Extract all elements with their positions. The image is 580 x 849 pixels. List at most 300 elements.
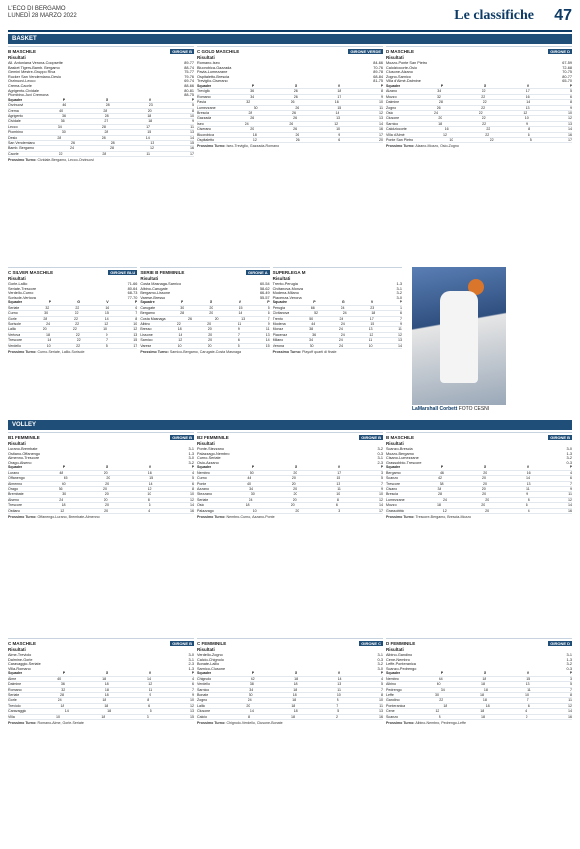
team-name: Bluorobica: [197, 132, 214, 137]
team-name: Verdello: [8, 343, 21, 348]
standings-value: 22: [74, 316, 79, 321]
standings-value: 34: [57, 124, 62, 129]
standings-header-col: P: [440, 83, 444, 88]
team-name: Scanzo: [386, 476, 398, 481]
team-name: Osio: [197, 503, 205, 508]
standings-header-col: G: [483, 83, 487, 88]
standings-value: 16: [189, 508, 194, 513]
standings-value: 11: [368, 338, 373, 343]
standings-value: 24: [69, 146, 74, 151]
column-header: [386, 641, 572, 646]
standings-value: 8: [191, 108, 194, 113]
standings-value: 8: [438, 714, 441, 719]
results-heading: Risultati: [386, 55, 404, 60]
standings-value: 12: [568, 116, 572, 121]
standings-value: 4: [525, 709, 528, 714]
match-teams: Cene-Nembro: [386, 657, 410, 662]
standings-value: 12: [435, 709, 440, 714]
team-name: Villa d'Almè: [386, 132, 405, 137]
standings-value: 12: [378, 497, 383, 502]
standings-value: 3: [146, 714, 149, 719]
standings-value: 20: [103, 470, 108, 475]
standings-header-col: P: [191, 465, 194, 470]
standings-value: 6: [569, 94, 572, 99]
standings-value: 24: [247, 698, 252, 703]
standings-header-col: P: [569, 83, 572, 88]
standings-value: 24: [339, 343, 344, 348]
team-name: Caravaggio: [8, 709, 27, 714]
standings-value: 12: [252, 138, 257, 143]
team-name: Sarnico: [386, 121, 399, 126]
standings-column: [8, 46, 194, 262]
match-score: 77-70: [127, 295, 138, 300]
team-name: Almenno: [8, 481, 23, 486]
match-score: 3-2: [188, 460, 194, 465]
match-score: 88-75: [184, 93, 194, 98]
standings-value: 13: [336, 481, 341, 486]
match-score: 70-76: [373, 65, 383, 70]
standings-value: 11: [337, 687, 341, 692]
team-name: Lissone: [140, 332, 153, 337]
standings-value: 34: [437, 89, 442, 94]
standings-value: 32: [436, 94, 441, 99]
standings-row: [273, 344, 402, 349]
standings-value: 42: [250, 676, 255, 681]
standings-value: 5: [105, 343, 108, 348]
standings-value: 20: [147, 108, 152, 113]
standings-value: 9: [526, 492, 529, 497]
standings-value: 9: [237, 327, 240, 332]
standings-header-col: P: [399, 300, 402, 305]
match-teams: Palazzago-Nembro: [197, 451, 230, 456]
column-header: [197, 49, 383, 54]
standings-value: 16: [378, 127, 383, 132]
championship-title: SUPERLEGA M: [272, 270, 306, 275]
next-round-note: [197, 721, 383, 725]
team-name: Leffe: [386, 693, 394, 697]
standings-value: 18: [292, 693, 297, 697]
results-heading: Risultati: [197, 441, 215, 446]
team-name: Verona: [272, 343, 285, 348]
standings-value: 44: [311, 322, 316, 326]
standings-value: 14: [337, 676, 342, 681]
standings-value: 20: [438, 116, 443, 121]
standings-value: 50: [309, 316, 314, 321]
standings-value: 17: [133, 343, 138, 348]
standings-value: 22: [481, 105, 486, 110]
standings-value: 17: [146, 124, 151, 129]
team-name: Seriate: [197, 497, 209, 502]
standings-value: 13: [379, 709, 383, 714]
team-name: Orago: [8, 487, 18, 491]
standings-value: 14: [238, 311, 243, 316]
standings-value: 42: [438, 476, 442, 481]
standings-value: 7: [569, 481, 572, 486]
championship-title: C FEMMINILE: [197, 641, 227, 646]
standings-value: 46: [62, 103, 67, 108]
standings-value: 15: [337, 105, 342, 110]
standings-header-team: Squadre: [8, 671, 23, 676]
match-teams: Caravaggio-Seriate: [8, 662, 41, 667]
standings-value: 3: [569, 676, 572, 681]
standings-header-col: G: [483, 671, 487, 676]
team-name: Zogno: [386, 105, 397, 110]
match-teams: Grassobbio-Trescore: [386, 460, 422, 465]
photo-credit-source: FOTO CESNI: [458, 406, 490, 412]
standings-value: 22: [489, 138, 494, 143]
standings-value: 20: [42, 327, 47, 332]
standings-value: 20: [103, 487, 107, 491]
next-round-matches: Iseo-Treviglio, Gazzada-Romano: [226, 144, 280, 149]
team-name: Verdello: [197, 682, 210, 687]
standings-value: 18: [293, 682, 298, 687]
standings-value: 20: [485, 497, 490, 502]
standings-value: 12: [334, 121, 339, 126]
team-name: Calolziocorte: [386, 127, 407, 132]
match-score: 3-2: [377, 447, 383, 451]
standings-value: 6: [148, 703, 151, 708]
team-name: Treviglio: [197, 89, 211, 94]
standings-value: 6: [237, 338, 240, 343]
standings-value: 16: [444, 127, 449, 132]
standings-value: 11: [146, 151, 151, 156]
match-score: 1-3: [188, 451, 194, 456]
column-header: [386, 49, 572, 54]
next-round-label: Prossimo Turno:: [197, 721, 226, 726]
standings-value: 22: [478, 111, 483, 115]
next-round-matches: Albino-Nembro, Pedrengo-Leffe: [415, 721, 466, 726]
match-score: 3-2: [396, 291, 402, 296]
standings-value: 28: [438, 100, 443, 105]
standings-value: 10: [378, 492, 383, 497]
standings-value: 20: [209, 305, 214, 310]
standings-value: 20: [207, 343, 212, 348]
match-score: 0-3: [377, 451, 383, 456]
standings-header-col: V: [238, 300, 241, 305]
standings-value: 10: [56, 714, 61, 719]
match-score: 3-1: [566, 653, 572, 657]
standings-value: 28: [101, 135, 106, 140]
publication-info: [8, 6, 77, 20]
group-badge: GIRONE B: [172, 49, 192, 54]
standings-value: 46: [439, 470, 444, 475]
team-name: Albino: [386, 682, 396, 687]
standings-value: 30: [253, 105, 258, 110]
match-score: 88-74: [184, 65, 194, 70]
match-score: 81-75: [373, 79, 383, 84]
group-badge: GIRONE VERDE: [350, 49, 381, 54]
standings-value: 16: [379, 714, 383, 719]
standings-column: [273, 267, 402, 417]
standings-value: 18: [252, 132, 257, 137]
standings-value: 10: [379, 100, 383, 105]
standings-value: 24: [340, 322, 345, 326]
championship-title: C GOLD MASCHILE: [197, 49, 240, 54]
column-header: [197, 435, 383, 440]
team-name: Ponte San Pietro: [386, 138, 414, 143]
standings-value: 45: [63, 476, 68, 481]
next-round-matches: Romano-Alme, Gorle-Seriate: [37, 721, 84, 726]
standings-value: 24: [338, 327, 343, 332]
team-name: Osio: [386, 111, 394, 115]
next-round-label: Prossimo Turno:: [386, 515, 415, 520]
standings-header-col: P: [380, 83, 383, 88]
team-name: Sorisole: [8, 322, 21, 326]
team-name: Crema: [8, 108, 19, 113]
results-heading: Risultati: [8, 441, 26, 446]
standings-value: 20: [379, 138, 383, 143]
standings-value: 28: [101, 124, 106, 129]
standings-value: 28: [109, 146, 114, 151]
results-heading: Risultati: [197, 647, 215, 652]
team-name: Grassobbio: [386, 508, 405, 513]
standings-header-col: G: [77, 300, 81, 305]
standings-value: 20: [207, 327, 212, 332]
standings-row: [197, 138, 383, 143]
next-round-label: Prossimo Turno:: [272, 350, 302, 355]
standings-value: 13: [397, 338, 402, 343]
standings-value: 40: [61, 481, 66, 486]
standings-value: 17: [337, 470, 342, 475]
standings-value: 20: [293, 492, 298, 497]
standings-value: 9: [569, 487, 572, 491]
standings-value: 22: [76, 338, 81, 343]
team-name: Clusone: [386, 116, 400, 121]
standings-value: 22: [72, 327, 77, 332]
standings-value: 12: [567, 497, 572, 502]
match-score: 55-57: [259, 295, 270, 300]
next-round-note: [8, 158, 194, 162]
standings-value: 5: [192, 103, 194, 108]
team-name: Carugate: [140, 305, 156, 310]
volley-top-columns: [8, 432, 572, 632]
team-name: Perugia: [272, 305, 286, 310]
standings-header-team: Squadre: [140, 300, 155, 305]
standings-header-col: V: [526, 465, 530, 470]
standings-value: 9: [267, 322, 270, 326]
team-name: Desio: [8, 135, 18, 140]
standings-value: 26: [295, 132, 300, 137]
standings-value: 13: [525, 105, 530, 110]
standings-value: 50: [249, 470, 254, 475]
standings-header-col: P: [62, 465, 66, 470]
standings-value: 14: [189, 503, 194, 508]
standings-value: 18: [482, 698, 487, 703]
standings-header-col: P: [569, 465, 572, 470]
standings-value: 28: [110, 141, 115, 145]
results-heading: Risultati: [386, 441, 404, 446]
standings-value: 40: [247, 481, 252, 486]
standings-value: 52: [314, 311, 319, 316]
standings-value: 20: [483, 470, 488, 475]
team-name: Piombino: [8, 130, 23, 135]
standings-value: 14: [104, 316, 109, 321]
standings-value: 14: [47, 338, 52, 343]
standings-value: 26: [291, 111, 296, 115]
standings-value: 12: [104, 322, 109, 326]
team-name: Ostiano: [8, 508, 21, 513]
standings-value: 6: [267, 311, 270, 316]
standings-value: 27: [104, 119, 109, 124]
section-title: Le classifiche: [454, 8, 534, 23]
standings-value: 12: [568, 703, 572, 708]
standings-column: [197, 432, 383, 632]
standings-column: [8, 267, 137, 417]
standings-value: 6: [192, 481, 194, 486]
standings-value: 44: [438, 676, 443, 681]
standings-header-col: V: [337, 671, 341, 676]
match-score: 1-3: [188, 666, 194, 671]
standings-value: 22: [75, 322, 80, 326]
team-name: Bamb. Bergamo: [8, 146, 34, 151]
standings-column: [386, 46, 572, 262]
standings-value: 12: [60, 508, 65, 513]
match-score: 72-68: [562, 65, 572, 70]
championship-title: SERIE B FEMMINILE: [140, 270, 185, 275]
standings-value: 10: [252, 508, 257, 513]
team-name: Brescia: [197, 111, 209, 115]
standings-value: 34: [249, 487, 254, 491]
match-teams: Verdello-Curno: [8, 291, 34, 296]
section-bar-volley: VOLLEY: [8, 420, 572, 430]
match-teams: Albino-Carugate: [140, 286, 168, 291]
standings-header-team: Squadre: [386, 465, 401, 470]
standings-value: 32: [45, 305, 50, 310]
match-score: 3-0: [188, 456, 194, 461]
standings-value: 22: [481, 116, 486, 121]
standings-value: 13: [568, 121, 572, 126]
team-name: Cisano: [386, 487, 398, 491]
standings-value: 17: [189, 151, 194, 156]
match-teams: Gemini Mestre-Gruppo Riva: [8, 70, 56, 75]
standings-value: 11: [379, 105, 383, 110]
standings-value: 15: [265, 343, 270, 348]
results-list: [197, 447, 383, 465]
standings-header-col: V: [337, 83, 341, 88]
standings-value: 38: [309, 327, 314, 332]
standings-value: 18: [104, 687, 109, 692]
standings-value: 22: [76, 343, 81, 348]
standings-header-col: P: [440, 671, 444, 676]
standings-value: 18: [107, 709, 112, 714]
standings-value: 2: [525, 714, 528, 719]
standings-value: 26: [295, 138, 300, 143]
results-list: [386, 653, 572, 671]
next-round-matches: Chignolo-Verdello, Clusone-Bonate: [226, 721, 283, 726]
standings-value: 18: [438, 121, 443, 126]
results-list: [386, 447, 572, 465]
standings-header-col: V: [148, 97, 152, 102]
next-round-label: Prossimo Turno:: [8, 350, 37, 355]
standings-value: 20: [293, 487, 298, 491]
standings-header-col: V: [526, 671, 530, 676]
match-score: 0-3: [566, 666, 572, 671]
standings-value: 22: [176, 322, 181, 326]
standings-value: 17: [378, 132, 383, 137]
standings-header-col: G: [294, 671, 298, 676]
standings-value: 30: [61, 130, 66, 135]
standings-row: [386, 138, 572, 143]
match-score: 80-81: [184, 88, 194, 93]
standings-value: 8: [336, 497, 339, 502]
standings-value: 7: [380, 481, 383, 486]
match-teams: Ospitaletto-Brescia: [197, 74, 230, 79]
match-score: 88-66: [184, 83, 194, 88]
standings-value: 10: [449, 138, 454, 143]
championship-title: C MASCHILE: [8, 641, 36, 646]
match-teams: All. Antoniana Verona-Coopsette: [8, 61, 63, 65]
standings-value: 11: [337, 487, 341, 491]
match-score: 1-3: [396, 282, 402, 286]
match-teams: Dalmine-Gorle: [8, 657, 33, 662]
match-score: 0-3: [566, 460, 572, 465]
standings-value: 20: [291, 481, 296, 486]
team-name: Ciserano: [197, 127, 212, 132]
standings-value: 12: [149, 146, 154, 151]
results-heading: Risultati: [272, 276, 291, 281]
match-score: 1-3: [566, 657, 572, 662]
match-score: 79-76: [184, 74, 194, 79]
group-badge: GIRONE D: [550, 49, 570, 54]
standings-value: 18: [104, 703, 109, 708]
championship-title: B MASCHILE: [386, 435, 414, 440]
standings-value: 16: [147, 470, 152, 475]
standings-value: 6: [148, 503, 151, 508]
standings-value: 8: [135, 316, 138, 321]
match-teams: Ostiano-Offanengo: [8, 451, 41, 456]
standings-header-col: P: [191, 671, 194, 676]
standings-value: 7: [267, 316, 270, 321]
standings-value: 6: [135, 305, 138, 310]
match-teams: Alme-Treviolo: [8, 653, 32, 657]
standings-value: 6: [527, 132, 530, 137]
standings-value: 14: [265, 338, 270, 343]
standings-value: 30: [62, 492, 67, 497]
standings-value: 22: [481, 94, 486, 99]
column-header: [140, 270, 269, 275]
standings-value: 14: [178, 332, 183, 337]
standings-value: 6: [399, 311, 402, 316]
next-round-label: Prossimo Turno:: [386, 721, 415, 726]
match-score: 3-1: [188, 657, 194, 662]
standings-value: 14: [189, 135, 194, 140]
standings-column: [140, 267, 269, 417]
standings-value: 15: [189, 714, 194, 719]
standings-value: 9: [105, 332, 108, 337]
team-name: Bergamo: [386, 470, 401, 475]
standings-value: 11: [527, 687, 531, 692]
basket-top-columns: [8, 46, 572, 262]
standings-value: 10: [368, 343, 373, 348]
standings-value: 40: [59, 108, 64, 113]
standings-value: 26: [188, 316, 193, 321]
standings-value: 9: [191, 119, 194, 124]
standings-value: 10: [378, 698, 383, 703]
match-teams: Calolziocorte-Osio: [386, 65, 418, 70]
next-round-note: [197, 144, 383, 148]
standings-value: 9: [338, 132, 341, 137]
standings-value: 5: [380, 476, 383, 481]
team-name: Albino: [140, 322, 151, 326]
match-score: 60-54: [259, 282, 270, 286]
team-name: Seriate: [8, 693, 20, 697]
standings-value: 13: [189, 709, 194, 714]
standings-value: 20: [292, 497, 297, 502]
standings-value: 8: [527, 497, 530, 502]
standings-value: 16: [105, 305, 110, 310]
standings-value: 30: [434, 693, 439, 697]
match-teams: Cisano-Lumezzane: [386, 456, 419, 461]
